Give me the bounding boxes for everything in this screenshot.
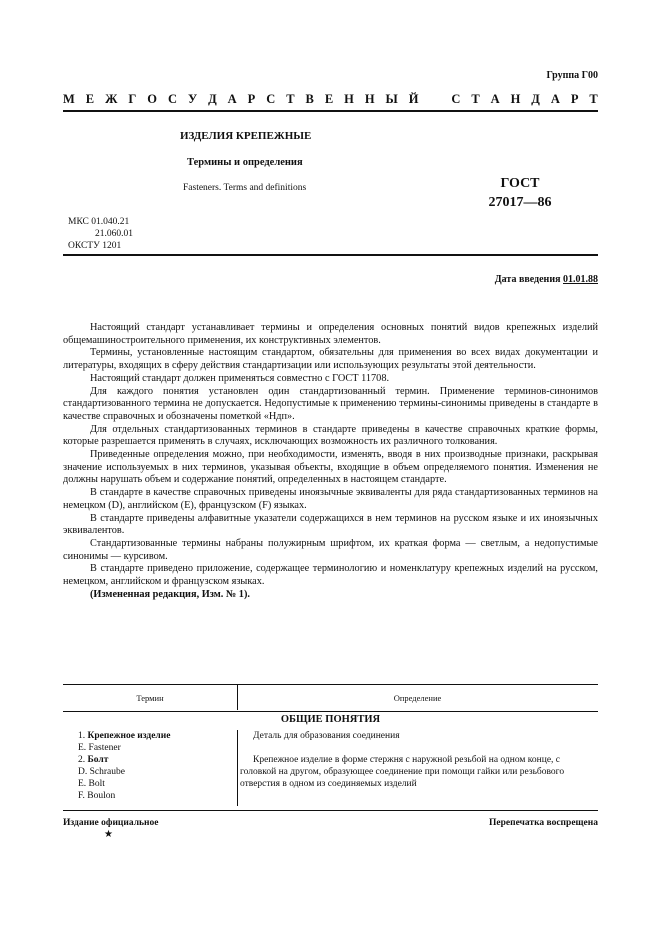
banner-letter: А <box>227 92 237 106</box>
body-paragraph: В стандарте приведено приложение, содержащее терминологию и номенклатуру крепежных изделий на русском, немецком, английском и французском языках. <box>63 563 598 588</box>
term-entry <box>78 730 170 742</box>
term-number: 2. <box>78 755 86 765</box>
table-header-divider <box>237 684 238 710</box>
banner-letter: Р <box>570 92 579 106</box>
term-foreign-equivalent: E. Bolt <box>78 779 105 789</box>
body-paragraph: В стандарте в качестве справочных приведены иноязычные эквиваленты для ряда стандартизованных терминов на немецком (D), английском (E), французском (F) языках. <box>63 487 598 511</box>
term-name: Крепежное изделие <box>87 731 171 741</box>
body-paragraph: Настоящий стандарт устанавливает термины и определения основных понятий видов крепежных изделий общемашиностроительного применения, их конструктивных элементов. <box>63 322 598 346</box>
banner-letter: М <box>63 92 75 106</box>
mks-code-2: 21.060.01 <box>95 229 133 239</box>
banner-letter: В <box>305 92 314 106</box>
header-bottom-rule <box>63 254 598 256</box>
effective-date-value: 01.01.88 <box>563 274 598 285</box>
definitions-column <box>240 730 595 790</box>
banner-letter: Т <box>286 92 295 106</box>
banner-letter: О <box>147 92 158 106</box>
banner-letter: Е <box>85 92 95 106</box>
banner-letter: Д <box>208 92 217 106</box>
body-paragraph: Термины, установленные настоящим стандартом, обязательны для применения во всех видах документации и литературы, входящих в сферу действия стандартизации или использующих результаты этой деятельности. <box>63 347 598 372</box>
term-definition: Деталь для образования соединения <box>253 731 400 741</box>
banner-letter: Д <box>531 92 540 106</box>
gost-designation <box>480 174 560 212</box>
document-subtitle: Термины и определения <box>187 157 303 168</box>
banner-letter: Й <box>408 92 419 106</box>
banner-letter: Т <box>589 92 598 106</box>
banner-letter: Е <box>324 92 334 106</box>
column-term-header: Термин <box>136 693 164 703</box>
banner-letter: Ы <box>385 92 398 106</box>
column-definition-header: Определение <box>393 693 442 703</box>
gost-number: 27017—86 <box>488 195 552 210</box>
effective-date-label: Дата введения <box>494 274 561 285</box>
group-code: Группа Г00 <box>546 70 598 81</box>
banner-letter: Р <box>247 92 256 106</box>
term-entry <box>78 754 170 766</box>
amendment-note: (Измененная редакция, Изм. № 1). <box>90 588 250 600</box>
body-paragraph: Стандартизованные термины набраны полужирным шрифтом, их краткая форма — светлым, а недопустимые синонимы — курсивом. <box>63 537 598 562</box>
banner-letter: Г <box>128 92 137 106</box>
section-heading: ОБЩИЕ ПОНЯТИЯ <box>280 714 381 725</box>
reprint-prohibited-note: Перепечатка воспрещена <box>488 818 598 828</box>
banner-letter: С <box>451 92 461 106</box>
term-foreign-equivalent: F. Boulon <box>78 791 116 801</box>
document-title-english: Fasteners. Terms and definitions <box>183 183 307 193</box>
star-icon: ★ <box>104 829 113 840</box>
gost-label: ГОСТ <box>500 176 540 191</box>
banner-letter: У <box>187 92 198 106</box>
interstate-standard-banner <box>63 92 598 107</box>
term-foreign-equivalent: E. Fastener <box>78 743 121 753</box>
banner-letter: Т <box>471 92 480 106</box>
banner-letter: Н <box>344 92 354 106</box>
banner-letter: А <box>550 92 560 106</box>
top-rule <box>63 110 598 112</box>
banner-letter: Н <box>510 92 521 106</box>
okstu-code: ОКСТУ 1201 <box>68 241 122 251</box>
term-number: 1. <box>78 731 86 741</box>
body-paragraph: Приведенные определения можно, при необходимости, изменять, вводя в них производные признаки, раскрывая значение используемых в них терминов, указывая объекты, входящие в объем определяемого понятия. Изменения не должны нарушать объем и содержание понятий, определенных в настоящем стандарте. <box>63 449 598 486</box>
terms-column <box>78 730 170 802</box>
official-edition-note: Издание официальное <box>63 818 159 828</box>
banner-letter: С <box>167 92 178 106</box>
document-title: ИЗДЕЛИЯ КРЕПЕЖНЫЕ <box>180 130 312 142</box>
effective-date <box>495 274 598 285</box>
introduction-text <box>63 322 598 601</box>
body-paragraph: Для отдельных стандартизованных терминов в стандарте приведены в качестве справочных краткие формы, которые разрешается применять в случаях, исключающих возможность их различного толкования. <box>63 423 598 448</box>
body-paragraph: В стандарте приведены алфавитные указатели содержащихся в нем терминов на русском языке и их иноязычных эквивалентов. <box>63 512 598 537</box>
table-column-divider <box>237 730 238 806</box>
term-foreign-equivalent: D. Schraube <box>78 767 125 777</box>
table-header <box>63 684 598 712</box>
body-paragraph: Настоящий стандарт должен применяться совместно с ГОСТ 11708. <box>90 372 390 384</box>
banner-letter: А <box>490 92 500 106</box>
term-definition: Крепежное изделие в форме стержня с наружной резьбой на одном конце, с головкой на другом, образующее соединение при помощи гайки или резьбового отверстия в одном из соединяемых изделий <box>240 755 565 789</box>
mks-code-1: МКС 01.040.21 <box>68 217 130 227</box>
term-name: Болт <box>87 755 109 765</box>
banner-letter: С <box>266 92 276 106</box>
banner-letter: Н <box>364 92 375 106</box>
classification-codes <box>68 216 133 252</box>
body-paragraph: Для каждого понятия установлен один стандартизованный термин. Применение терминов-синонимов стандартизованного термина не допускается. Недопустимые к применению термины-синонимы приведены в стандарте в качестве справочных и обозначены пометкой «Ндп». <box>63 385 598 422</box>
table-bottom-rule <box>63 810 598 811</box>
banner-letter: Ж <box>105 92 118 106</box>
